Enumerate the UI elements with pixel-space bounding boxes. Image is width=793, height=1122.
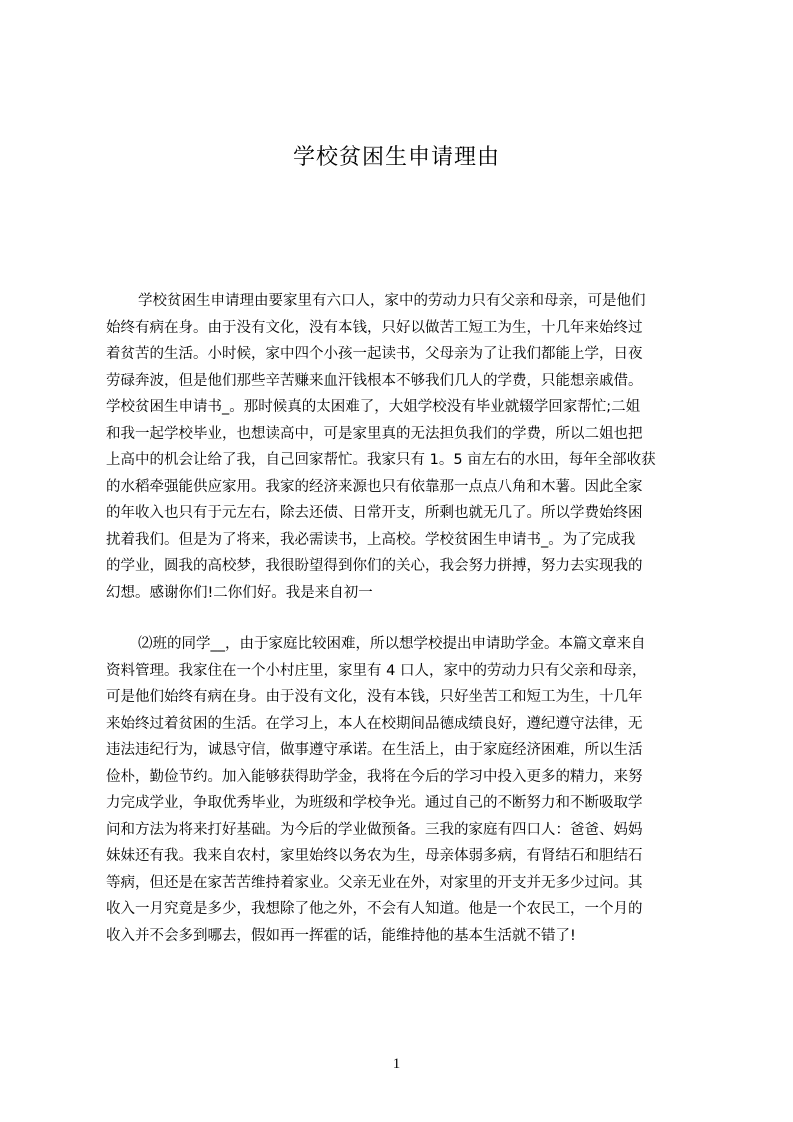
paragraph-line: 的年收入也只有于元左右，除去还债、日常开支，所剩也就无几了。所以学费始终困 (106, 505, 643, 521)
paragraph-line: 违法违纪行为，诚恳守信，做事遵守承诺。在生活上，由于家庭经济困难，所以生活 (106, 742, 643, 758)
paragraph-line: 资料管理。我家住在一个小村庄里，家里有 4 口人，家中的劳动力只有父亲和母亲， (106, 662, 647, 679)
paragraph-line: 力完成学业，争取优秀毕业，为班级和学校争光。通过自己的不断努力和不断吸取学 (106, 795, 643, 811)
paragraph-line: 的水稻牵强能供应家用。我家的经济来源也只有依靠那一点点八角和木薯。因此全家 (106, 478, 643, 495)
page-number: 1 (392, 1056, 401, 1072)
paragraph-line: 妹妹还有我。我来自农村，家里始终以务农为生，母亲体弱多病，有肾结石和胆结石 (106, 848, 643, 864)
paragraph-line: 俭朴，勤俭节约。加入能够获得助学金，我将在今后的学习中投入更多的精力，来努 (106, 768, 643, 785)
document-title: 学校贫困生申请理由 (292, 145, 500, 170)
paragraph-line: 收入并不会多到哪去，假如再一挥霍的话，能维持他的基本生活就不错了! (106, 927, 576, 944)
paragraph-line: 等病，但还是在家苦苦维持着家业。父亲无业在外，对家里的开支并无多少过问。其 (106, 874, 643, 891)
paragraph-line: 问和方法为将来打好基础。为今后的学业做预备。三我的家庭有四口人：爸爸、妈妈 (106, 821, 643, 838)
paragraph-line: 幻想。感谢你们!二你们好。我是来自初一 (106, 584, 373, 601)
paragraph-line: 始终有病在身。由于没有文化，没有本钱，只好以做苦工短工为生，十几年来始终过 (106, 319, 643, 336)
paragraph-line: 收入一月究竟是多少，我想除了他之外，不会有人知道。他是一个农民工，一个月的 (106, 901, 643, 917)
paragraph-line: 学校贫困生申请书_。那时候真的太困难了，大姐学校没有毕业就辍学回家帮忙;二姐 (106, 399, 641, 415)
paragraph-line: ⑵班的同学__，由于家庭比较困难，所以想学校提出申请助学金。本篇文章来自 (138, 636, 646, 652)
paragraph-2 (106, 631, 696, 949)
paragraph-line: 的学业，圆我的高校梦，我很盼望得到你们的关心，我会努力拼搏，努力去实现我的 (106, 558, 643, 574)
paragraph-1 (106, 288, 696, 606)
paragraph-line: 和我一起学校毕业，也想读高中，可是家里真的无法担负我们的学费，所以二姐也把 (106, 425, 643, 442)
paragraph-line: 学校贫困生申请理由要家里有六口人，家中的劳动力只有父亲和母亲，可是他们 (138, 293, 646, 309)
paragraph-line: 着贫苦的生活。小时候，家中四个小孩一起读书，父母亲为了让我们都能上学，日夜 (106, 346, 643, 362)
paragraph-line: 可是他们始终有病在身。由于没有文化，没有本钱，只好坐苦工和短工为生，十几年 (106, 689, 643, 705)
paragraph-line: 扰着我们。但是为了将来，我必需读书，上高校。学校贫困生申请书_。为了完成我 (106, 531, 636, 548)
paragraph-line: 来始终过着贫困的生活。在学习上，本人在校期间品德成绩良好，遵纪遵守法律，无 (106, 715, 643, 732)
paragraph-line: 上高中的机会让给了我，自己回家帮忙。我家只有 1。5 亩左右的水田，每年全部收获 (106, 452, 656, 468)
paragraph-line: 劳碌奔波，但是他们那些辛苦赚来血汗钱根本不够我们几人的学费，只能想亲戚借。 (106, 372, 643, 389)
